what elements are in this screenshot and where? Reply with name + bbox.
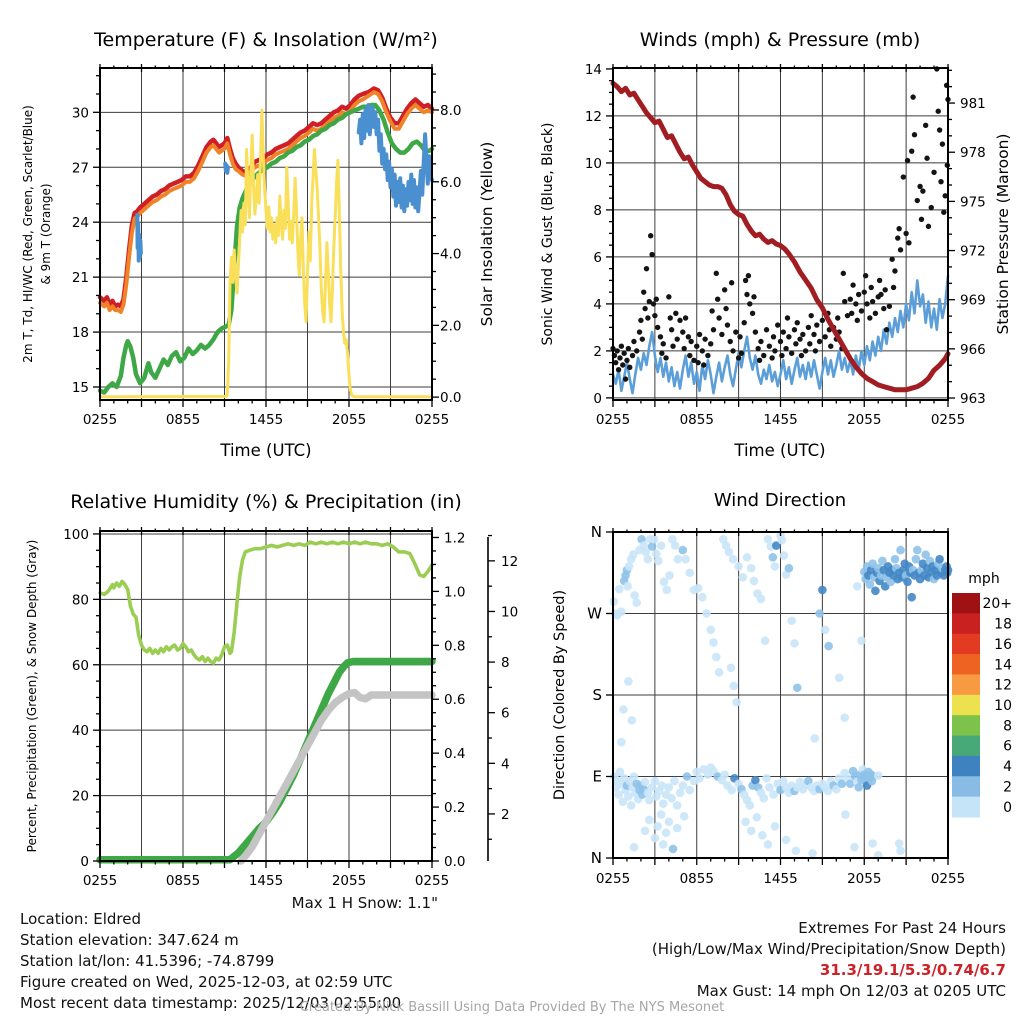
svg-text:N: N [590, 523, 602, 541]
series-snow-depth [241, 693, 432, 862]
svg-text:2.0: 2.0 [440, 318, 462, 335]
svg-text:8: 8 [1003, 718, 1012, 735]
credit-line: Created By Nick Bassill Using Data Provided By The NYS Mesonet [299, 1000, 725, 1015]
svg-text:10: 10 [584, 155, 602, 172]
svg-text:8: 8 [501, 655, 510, 672]
svg-text:0255: 0255 [82, 873, 118, 889]
station-location: Location: Eldred [20, 910, 142, 928]
svg-text:0255: 0255 [414, 873, 450, 889]
svg-text:60: 60 [71, 657, 89, 674]
y-axis-label-left: Percent, Precipitation (Green), & Snow Depth (Gray) [25, 539, 39, 853]
svg-text:18: 18 [71, 325, 89, 342]
svg-text:0855: 0855 [679, 871, 714, 887]
svg-text:0.2: 0.2 [444, 800, 466, 817]
data-timestamp: Most recent data timestamp: 2025/12/03 02:55:00 [20, 994, 402, 1012]
axes [63, 527, 518, 889]
y-axis-label-right: Solar Insolation (Yellow) [478, 141, 496, 327]
svg-text:2055: 2055 [847, 871, 882, 887]
grid [613, 68, 948, 400]
extremes-subtitle: (High/Low/Max Wind/Precipitation/Snow Depth) [651, 940, 1006, 958]
chart-temp-insolation [0, 0, 512, 470]
svg-text:972: 972 [960, 243, 986, 260]
svg-text:10: 10 [994, 698, 1012, 714]
svg-text:0.8: 0.8 [444, 638, 466, 655]
svg-text:963: 963 [960, 391, 986, 408]
svg-text:80: 80 [71, 592, 89, 609]
svg-text:4.0: 4.0 [440, 246, 462, 263]
y-axis-label-left: & 9m T (Orange) [39, 183, 53, 285]
svg-text:10: 10 [501, 604, 519, 621]
svg-text:8.0: 8.0 [440, 102, 462, 119]
svg-text:100: 100 [63, 526, 89, 543]
svg-text:20+: 20+ [982, 596, 1012, 613]
svg-text:975: 975 [960, 194, 986, 211]
svg-text:966: 966 [960, 341, 986, 358]
svg-text:6.0: 6.0 [440, 174, 462, 191]
svg-text:S: S [592, 686, 602, 704]
svg-text:21: 21 [71, 270, 89, 287]
svg-text:1455: 1455 [763, 412, 798, 428]
svg-text:4: 4 [501, 756, 510, 773]
svg-text:0855: 0855 [165, 873, 201, 889]
svg-text:40: 40 [71, 723, 89, 740]
y-axis-label-left: Sonic Wind & Gust (Blue, Black) [540, 122, 556, 346]
extremes-title: Extremes For Past 24 Hours [798, 919, 1006, 937]
svg-text:0255: 0255 [595, 412, 631, 428]
svg-text:24: 24 [71, 215, 89, 232]
svg-text:0255: 0255 [930, 412, 966, 428]
svg-text:0255: 0255 [595, 871, 631, 887]
svg-text:W: W [587, 604, 602, 623]
extremes-values: 31.3/19.1/5.3/0.74/6.7 [819, 961, 1006, 979]
y-axis-label-left: Direction (Colored By Speed) [552, 589, 568, 801]
chart-winds-pressure [512, 0, 1024, 470]
svg-text:14: 14 [584, 61, 602, 78]
svg-text:1455: 1455 [248, 412, 284, 428]
station-info [20, 909, 401, 1014]
chart-rh-precip [0, 470, 530, 915]
svg-text:E: E [592, 767, 602, 786]
svg-text:4: 4 [1003, 759, 1012, 776]
svg-text:0255: 0255 [82, 412, 118, 428]
speed-colorbar [952, 571, 1012, 818]
svg-text:6: 6 [501, 705, 510, 722]
x-axis-label: Time (UTC) [734, 441, 826, 460]
svg-text:16: 16 [994, 636, 1012, 653]
svg-text:14: 14 [994, 657, 1012, 674]
svg-text:2055: 2055 [331, 873, 367, 889]
svg-text:0855: 0855 [679, 412, 714, 428]
svg-text:N: N [590, 849, 602, 867]
svg-text:27: 27 [71, 160, 89, 177]
svg-text:12: 12 [994, 677, 1012, 694]
svg-text:0855: 0855 [165, 412, 201, 428]
y-axis-label-left: 2m T, Td, HI/WC (Red, Green, Scarlet/Blue) [21, 105, 35, 363]
svg-text:1455: 1455 [248, 873, 284, 889]
svg-text:978: 978 [960, 145, 986, 162]
station-latlon: Station lat/lon: 41.5396; -74.8799 [20, 952, 275, 970]
chart-title: Relative Humidity (%) & Precipitation (in) [70, 491, 462, 513]
chart-wind-direction [500, 470, 1024, 915]
svg-text:12: 12 [501, 553, 519, 570]
svg-text:0.6: 0.6 [444, 692, 466, 709]
svg-text:20: 20 [71, 788, 89, 805]
svg-text:2: 2 [593, 343, 602, 360]
svg-text:0.0: 0.0 [444, 854, 466, 870]
svg-text:981: 981 [960, 96, 986, 113]
svg-text:1.2: 1.2 [444, 530, 466, 547]
svg-text:0: 0 [1003, 799, 1012, 816]
svg-text:2: 2 [501, 806, 510, 823]
chart-title: Wind Direction [713, 490, 847, 511]
svg-text:18: 18 [994, 616, 1012, 633]
svg-text:0.0: 0.0 [440, 390, 462, 407]
svg-text:0255: 0255 [414, 412, 450, 428]
x-axis-label: Time (UTC) [220, 441, 312, 460]
svg-text:2055: 2055 [847, 412, 882, 428]
svg-text:8: 8 [593, 202, 602, 219]
max-snow-note: Max 1 H Snow: 1.1" [291, 894, 438, 912]
svg-text:15: 15 [71, 379, 89, 396]
svg-text:0.4: 0.4 [444, 746, 466, 763]
svg-text:0: 0 [80, 854, 89, 870]
svg-text:1.0: 1.0 [444, 584, 466, 601]
svg-text:2: 2 [1003, 779, 1012, 796]
svg-text:2055: 2055 [331, 412, 367, 428]
extremes-block [652, 918, 1006, 1002]
svg-text:6: 6 [593, 249, 602, 266]
svg-text:4: 4 [593, 296, 602, 313]
y-axis-label-right: Station Pressure (Maroon) [994, 133, 1012, 335]
svg-text:6: 6 [1003, 738, 1012, 755]
svg-text:0: 0 [593, 390, 602, 407]
figure-created: Figure created on Wed, 2025-12-03, at 02:59 UTC [20, 973, 393, 991]
max-gust: Max Gust: 14 mph On 12/03 at 0205 UTC [696, 982, 1006, 1000]
station-elevation: Station elevation: 347.624 m [20, 931, 239, 949]
svg-text:12: 12 [584, 108, 602, 125]
chart-title: Winds (mph) & Pressure (mb) [639, 29, 921, 51]
svg-text:30: 30 [71, 105, 89, 122]
svg-text:1455: 1455 [763, 871, 798, 887]
colorbar-unit-label: mph [968, 571, 1000, 587]
chart-title: Temperature (F) & Insolation (W/m²) [94, 29, 438, 51]
svg-text:0255: 0255 [930, 871, 966, 887]
svg-text:969: 969 [960, 292, 986, 309]
